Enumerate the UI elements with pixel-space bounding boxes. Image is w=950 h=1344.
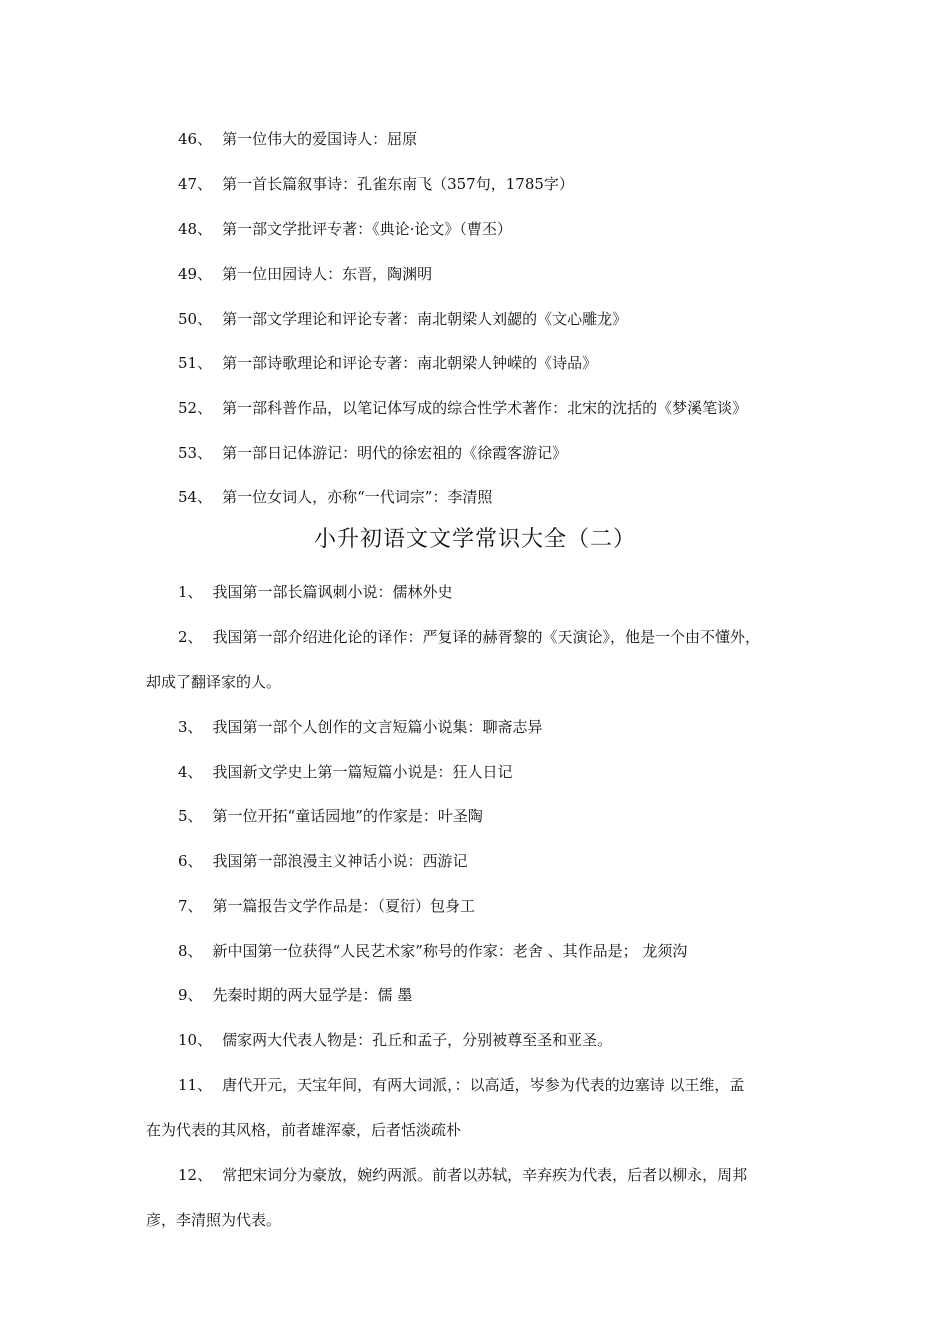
list-item bbox=[178, 717, 543, 737]
item-number: 49、 bbox=[178, 265, 213, 283]
item-text: 常把宋词分为豪放，婉约两派。前者以苏轼，辛弃疾为代表，后者以柳永，周邦 bbox=[222, 1166, 748, 1184]
item-number: 48、 bbox=[178, 220, 213, 238]
item-text: 新中国第一位获得“人民艺术家”称号的作家：老舍 、其作品是； 龙须沟 bbox=[212, 942, 688, 960]
list-item bbox=[178, 443, 567, 463]
item-text: 唐代开元，天宝年间，有两大词派，：以高适，岑参为代表的边塞诗 以王维，孟 bbox=[222, 1076, 745, 1094]
list-item bbox=[178, 353, 597, 373]
item-text: 我国第一部个人创作的文言短篇小说集：聊斋志异 bbox=[212, 718, 543, 736]
list-item bbox=[178, 1030, 612, 1050]
item-text: 第一部文学理论和评论专著：南北朝梁人刘勰的《文心雕龙》 bbox=[222, 310, 628, 328]
item-number: 54、 bbox=[178, 488, 213, 506]
item-number: 7、 bbox=[178, 897, 203, 915]
item-number: 50、 bbox=[178, 310, 213, 328]
item-number: 46、 bbox=[178, 130, 213, 148]
list-item bbox=[178, 129, 417, 149]
list-item bbox=[178, 941, 687, 961]
item-number: 2、 bbox=[178, 628, 203, 646]
list-item bbox=[178, 985, 412, 1005]
list-item bbox=[178, 762, 513, 782]
item-text: 我国第一部介绍进化论的译作：严复译的赫胥黎的《天演论》，他是一个由不懂外， bbox=[212, 628, 761, 646]
list-item bbox=[178, 398, 747, 418]
item-text: 第一位开拓“童话园地”的作家是：叶圣陶 bbox=[212, 807, 483, 825]
item-number: 8、 bbox=[178, 942, 203, 960]
item-text: 第一篇报告文学作品是：（夏衍）包身工 bbox=[212, 897, 476, 915]
item-number: 5、 bbox=[178, 807, 203, 825]
item-text: 我国第一部浪漫主义神话小说：西游记 bbox=[212, 852, 468, 870]
item-text: 第一位女词人，亦称“一代词宗”：李清照 bbox=[222, 488, 493, 506]
list-item-continuation: 在为代表的其风格，前者雄浑豪，后者恬淡疏朴 bbox=[146, 1121, 462, 1139]
item-number: 4、 bbox=[178, 763, 203, 781]
list-item bbox=[178, 309, 627, 329]
list-item bbox=[178, 219, 512, 239]
item-text: 第一位伟大的爱国诗人：屈原 bbox=[222, 130, 418, 148]
item-number: 11、 bbox=[178, 1076, 213, 1094]
item-number: 6、 bbox=[178, 852, 203, 870]
list-item bbox=[178, 851, 468, 871]
item-text: 儒家两大代表人物是：孔丘和孟子，分别被尊至圣和亚圣。 bbox=[222, 1031, 613, 1049]
item-number: 47、 bbox=[178, 175, 213, 193]
item-text: 第一部科普作品，以笔记体写成的综合性学术著作：北宋的沈括的《梦溪笔谈》 bbox=[222, 399, 748, 417]
list-item bbox=[178, 627, 760, 647]
item-text: 第一位田园诗人：东晋，陶渊明 bbox=[222, 265, 433, 283]
list-item bbox=[178, 264, 432, 284]
item-text: 第一部日记体游记：明代的徐宏祖的《徐霞客游记》 bbox=[222, 444, 568, 462]
list-item bbox=[178, 806, 483, 826]
item-number: 1、 bbox=[178, 583, 203, 601]
item-number: 12、 bbox=[178, 1166, 213, 1184]
item-text: 我国新文学史上第一篇短篇小说是：狂人日记 bbox=[212, 763, 513, 781]
item-text: 我国第一部长篇讽刺小说：儒林外史 bbox=[212, 583, 453, 601]
item-number: 10、 bbox=[178, 1031, 213, 1049]
item-number: 51、 bbox=[178, 354, 213, 372]
list-item bbox=[178, 1075, 744, 1095]
item-text: 第一部文学批评专著：《典论·论文》（曹丕） bbox=[222, 220, 512, 238]
item-text: 第一首长篇叙事诗：孔雀东南飞（357句，1785字） bbox=[222, 175, 574, 193]
item-number: 9、 bbox=[178, 986, 203, 1004]
list-item-continuation: 却成了翻译家的人。 bbox=[146, 673, 282, 691]
item-text: 先秦时期的两大显学是：儒 墨 bbox=[212, 986, 413, 1004]
section-heading: 小升初语文文学常识大全（二） bbox=[313, 527, 636, 552]
list-item bbox=[178, 896, 475, 916]
list-item bbox=[178, 174, 574, 194]
list-item bbox=[178, 582, 453, 602]
item-number: 53、 bbox=[178, 444, 213, 462]
item-number: 3、 bbox=[178, 718, 203, 736]
item-text: 第一部诗歌理论和评论专著：南北朝梁人钟嵘的《诗品》 bbox=[222, 354, 598, 372]
list-item bbox=[178, 487, 492, 507]
list-item bbox=[178, 1165, 747, 1185]
list-item-continuation: 彦，李清照为代表。 bbox=[146, 1211, 282, 1229]
item-number: 52、 bbox=[178, 399, 213, 417]
